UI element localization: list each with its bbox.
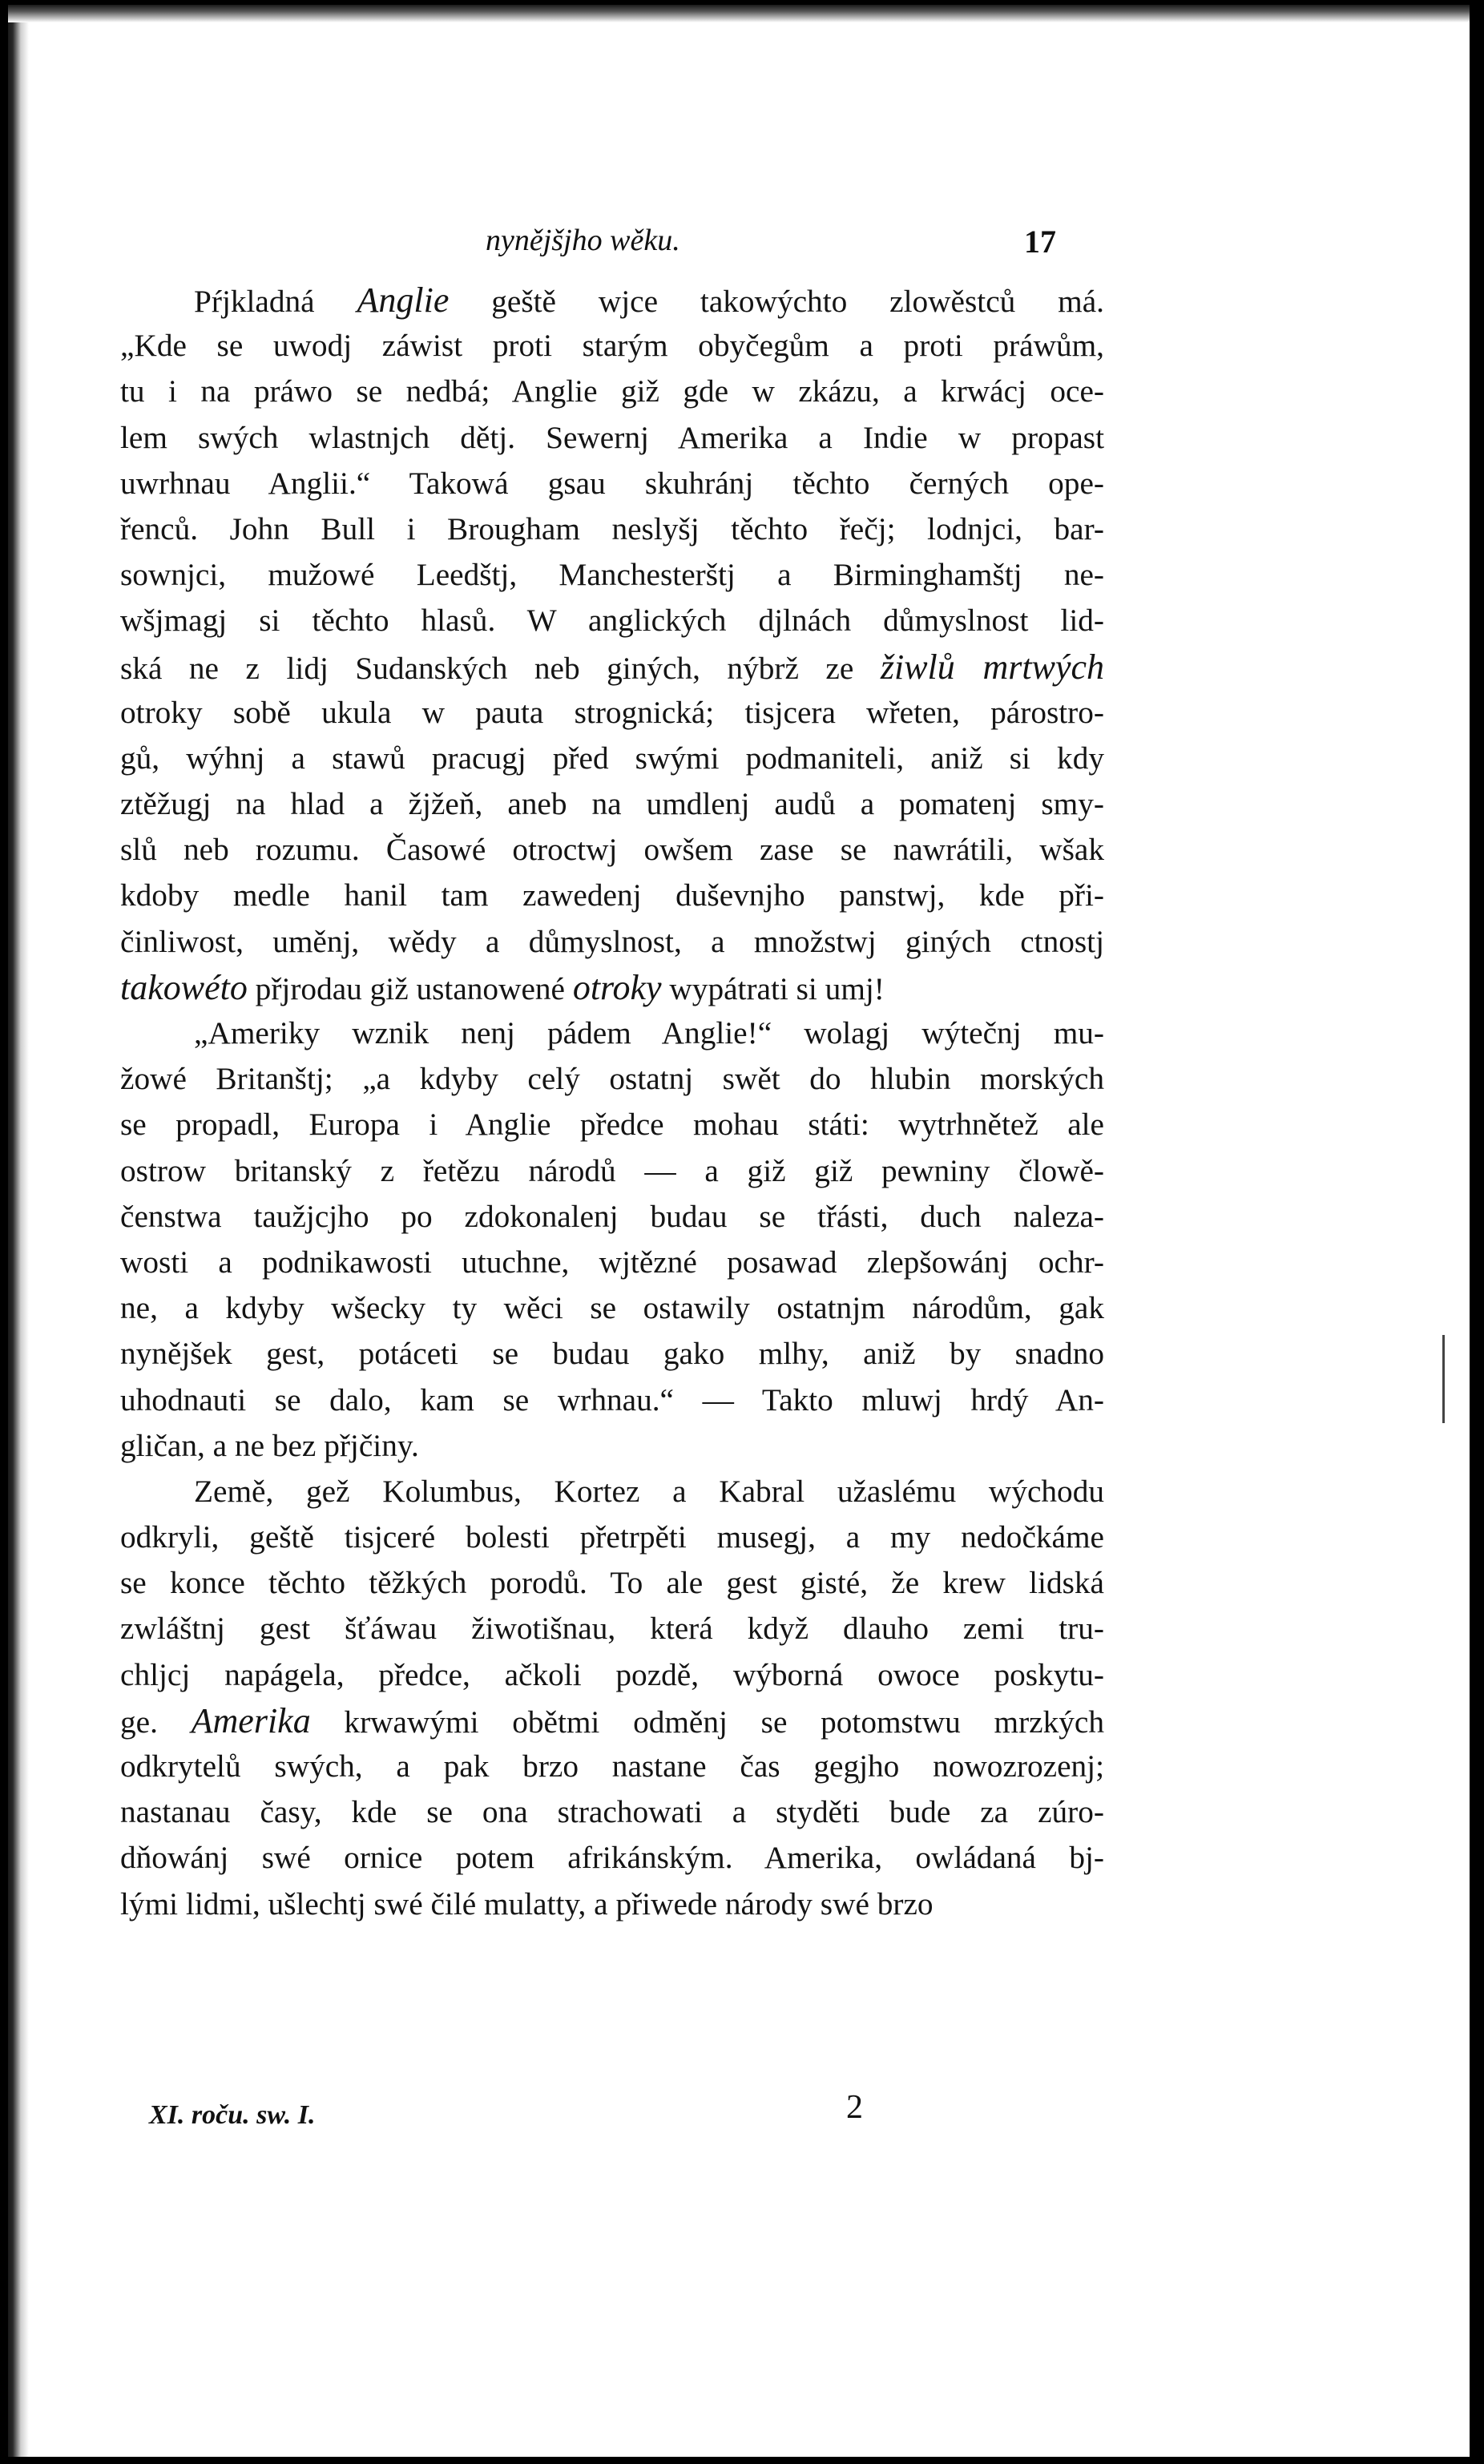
- text-segment: krwawými obětmi odměnj se potomstwu mrzkých: [310, 1704, 1104, 1740]
- book-page: [8, 5, 1470, 2457]
- text-segment: wšjmagj si těchto hlasů. W anglických djlnách důmyslnost lid-: [120, 603, 1104, 639]
- text-line: [120, 1423, 1104, 1469]
- text-segment: wosti a podnikawosti utuchne, wjtězné posawad zlepšowánj ochr-: [120, 1244, 1104, 1280]
- text-segment: sownjci, mužowé Leedštj, Manchesterštj a Birminghamštj ne-: [120, 557, 1104, 593]
- text-line: [120, 552, 1104, 598]
- text-segment: ztěžugj na hlad a žjžeň, aneb na umdlenj audů a pomatenj smy-: [120, 786, 1104, 822]
- text-line: [120, 1377, 1104, 1423]
- text-line: [120, 1698, 1104, 1744]
- text-segment: nastanau časy, kde se ona strachowati a styděti bude za zúro-: [120, 1794, 1104, 1830]
- text-segment: ne, a kdyby wšecky ty wěci se ostawily ostatnjm národům, gak: [120, 1290, 1104, 1326]
- emphasized-text: Anglie: [357, 280, 450, 320]
- emphasized-text: Amerika: [191, 1700, 311, 1740]
- text-line: [120, 598, 1104, 643]
- text-segment: uwrhnau Anglii.“ Takowá gsau skuhránj těchto černých ope-: [120, 465, 1104, 501]
- text-segment: zwláštnj gest šťáwau žiwotišnau, která když dlauho zemi tru-: [120, 1611, 1104, 1647]
- body-text: [120, 277, 1104, 1927]
- text-segment: nynějšek gest, potáceti se budau gako mlhy, aniž by snadno: [120, 1336, 1104, 1372]
- text-segment: přjrodau giž ustanowené: [247, 970, 573, 1006]
- text-line: [120, 644, 1104, 690]
- text-line: [120, 965, 1104, 1010]
- text-line: [120, 1240, 1104, 1285]
- volume-signature: XI. roču. sw. I.: [149, 2100, 316, 2130]
- text-line: [120, 415, 1104, 461]
- text-line: [120, 736, 1104, 781]
- page-number: 17: [1024, 224, 1056, 260]
- text-segment: čenstwa taužjcjho po zdokonalenj budau se třásti, duch naleza-: [120, 1198, 1104, 1234]
- text-line: [120, 1514, 1104, 1560]
- text-segment: žowé Britanštj; „a kdyby celý ostatnj swět do hlubin morských: [120, 1061, 1104, 1097]
- text-segment: wypátrati si umj!: [661, 970, 885, 1006]
- text-line: [120, 827, 1104, 873]
- text-segment: Pŕjkladná: [194, 284, 357, 319]
- text-segment: řenců. John Bull i Brougham neslyšj těchto řečj; lodnjci, bar-: [120, 510, 1104, 546]
- text-segment: odkryli, geště tisjceré bolesti přetrpěti musegj, a my nedočkáme: [120, 1519, 1104, 1555]
- text-line: [120, 1285, 1104, 1331]
- emphasized-text: otroky: [572, 967, 662, 1007]
- emphasized-text: takowéto: [120, 967, 248, 1007]
- text-segment: odkrytelů swých, a pak brzo nastane čas gegjho nowozrozenj;: [120, 1748, 1104, 1784]
- text-line: [120, 1102, 1104, 1147]
- text-segment: geště wjce takowýchto zlowěstců má.: [449, 284, 1104, 319]
- text-line: [120, 1652, 1104, 1698]
- text-line: [120, 323, 1104, 369]
- running-title: nynějšjho wěku.: [486, 224, 680, 257]
- text-line: [120, 1606, 1104, 1651]
- text-line: [120, 506, 1104, 552]
- text-line: [120, 1148, 1104, 1194]
- text-line: [120, 1881, 1104, 1927]
- text-segment: otroky sobě ukula w pauta strognická; tisjcera wřeten, párostro-: [120, 694, 1104, 730]
- text-line: [120, 1331, 1104, 1377]
- text-segment: uhodnauti se dalo, kam se wrhnau.“ — Takto mluwj hrdý An-: [120, 1381, 1104, 1418]
- text-line: [120, 919, 1104, 965]
- text-line: [120, 1469, 1104, 1514]
- sheet-signature-mark: 2: [846, 2089, 863, 2126]
- text-segment: „Ameriky wznik nenj pádem Anglie!“ wolagj wýtečnj mu-: [194, 1015, 1104, 1051]
- page-top-shadow: [8, 5, 1470, 22]
- text-segment: dňowánj swé ornice potem afrikánským. Amerika, owládaná bj-: [120, 1840, 1104, 1876]
- text-segment: „Kde se uwodj záwist proti starým obyčegům a proti práwům,: [120, 328, 1104, 364]
- text-segment: tu i na práwo se nedbá; Anglie giž gde w zkázu, a krwácj oce-: [120, 373, 1104, 409]
- text-line: [120, 1010, 1104, 1056]
- text-segment: lými lidmi, ušlechtj swé čilé mulatty, a přiwede národy swé brzo: [120, 1885, 934, 1922]
- text-segment: ge.: [120, 1704, 192, 1740]
- text-line: [120, 1560, 1104, 1606]
- text-line: [120, 1835, 1104, 1881]
- text-segment: gličan, a ne bez přjčiny.: [120, 1427, 419, 1463]
- page-binding-shadow: [8, 5, 29, 2457]
- text-segment: činliwost, uměnj, wědy a důmyslnost, a množstwj giných ctnostj: [120, 923, 1104, 959]
- text-segment: slů neb rozumu. Časowé otroctwj owšem zase se nawrátili, wšak: [120, 832, 1104, 868]
- text-line: [120, 369, 1104, 414]
- margin-pencil-mark: [1442, 1335, 1445, 1423]
- text-line: [120, 1194, 1104, 1240]
- text-segment: kdoby medle hanil tam zawedenj duševnjho panstwj, kde při-: [120, 877, 1104, 913]
- text-line: [120, 1789, 1104, 1835]
- text-line: [120, 1056, 1104, 1102]
- text-line: [120, 781, 1104, 827]
- text-line: [120, 1744, 1104, 1789]
- text-segment: chljcj napágela, předce, ačkoli pozdě, wýborná owoce poskytu-: [120, 1656, 1104, 1692]
- text-line: [120, 277, 1104, 323]
- text-segment: se propadl, Europa i Anglie předce mohau státi: wytrhnětež ale: [120, 1107, 1104, 1143]
- text-segment: se konce těchto těžkých porodů. To ale gest gisté, že krew lidská: [120, 1565, 1104, 1601]
- text-segment: gů, wýhnj a stawů pracugj před swými podmaniteli, aniž si kdy: [120, 740, 1104, 776]
- text-line: [120, 873, 1104, 918]
- text-segment: ostrow britanský z řetězu národů — a giž giž pewniny člowě-: [120, 1152, 1104, 1188]
- text-segment: lem swých wlastnjch dětj. Sewernj Amerika a Indie w propast: [120, 419, 1104, 455]
- text-segment: Země, gež Kolumbus, Kortez a Kabral užaslému wýchodu: [194, 1473, 1104, 1509]
- text-segment: ská ne z lidj Sudanských neb giných, nýbrž ze: [120, 650, 881, 686]
- text-line: [120, 461, 1104, 506]
- emphasized-text: žiwlů mrtwých: [880, 647, 1105, 687]
- text-line: [120, 690, 1104, 736]
